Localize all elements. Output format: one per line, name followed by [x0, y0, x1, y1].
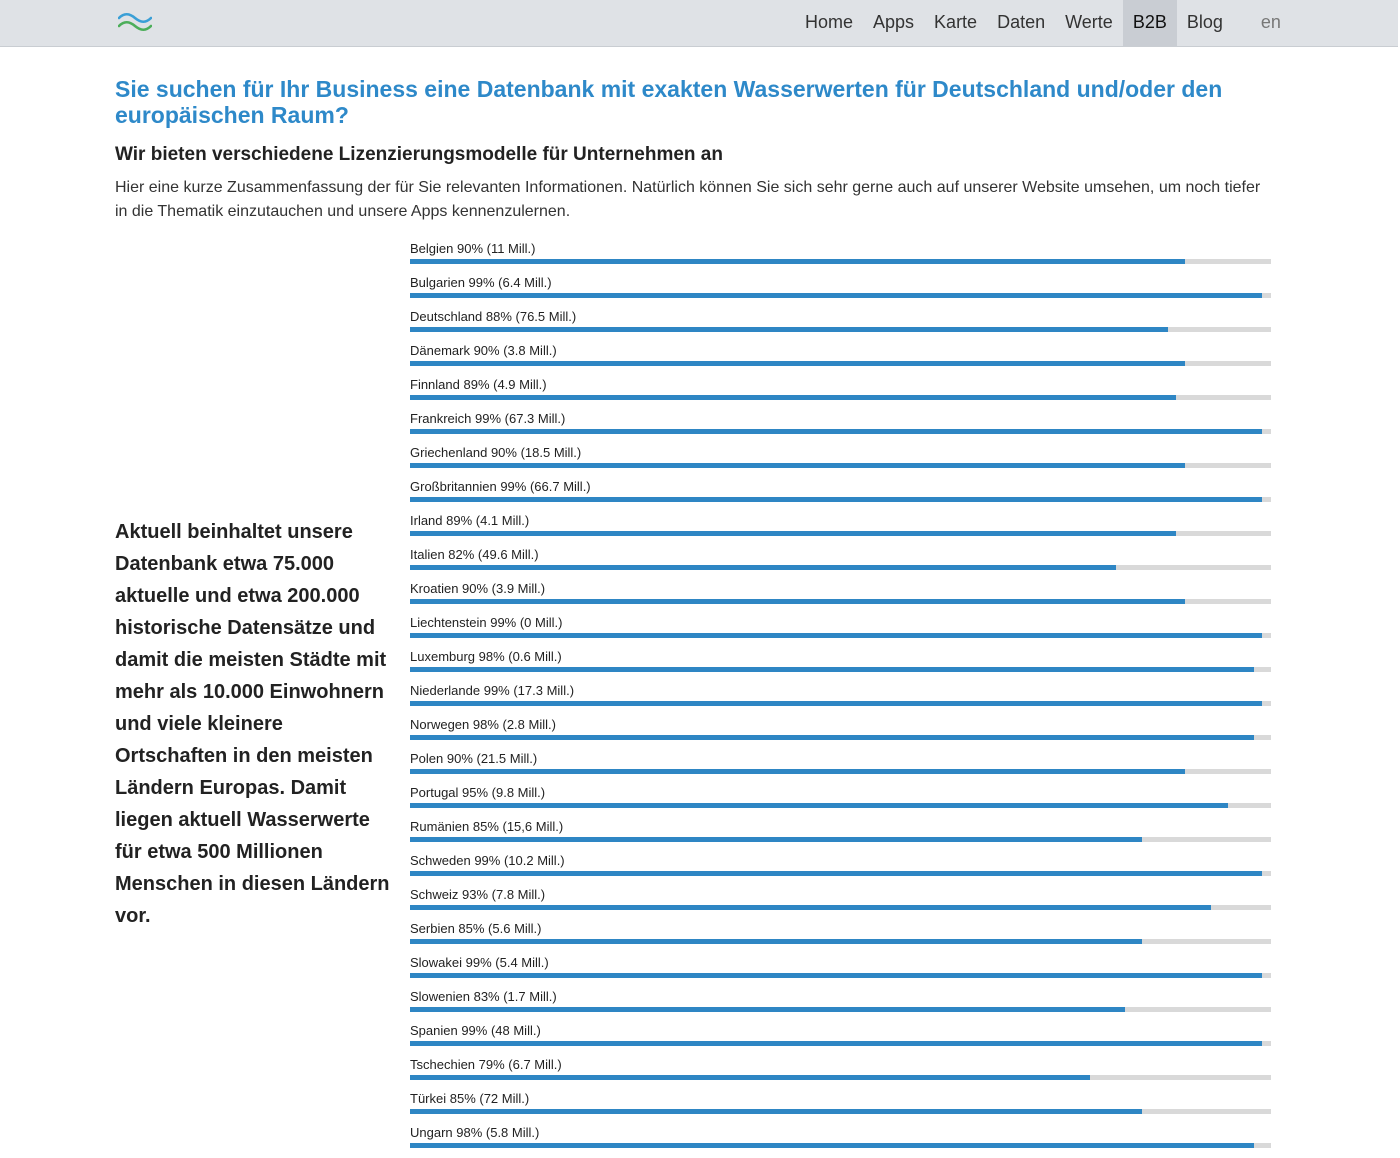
coverage-bar-track — [410, 1007, 1271, 1012]
coverage-bar-track — [410, 1143, 1271, 1148]
country-coverage-list — [410, 240, 1271, 1158]
coverage-bar-fill — [410, 701, 1262, 706]
coverage-bar-track — [410, 327, 1271, 332]
coverage-bar-fill — [410, 905, 1211, 910]
coverage-bar-fill — [410, 565, 1116, 570]
main-nav — [795, 0, 1291, 46]
coverage-bar-fill — [410, 769, 1185, 774]
coverage-bar-fill — [410, 497, 1262, 502]
country-coverage-label: Norwegen 98% (2.8 Mill.) — [410, 717, 556, 732]
country-coverage-row — [410, 478, 1271, 512]
country-coverage-label: Luxemburg 98% (0.6 Mill.) — [410, 649, 562, 664]
country-coverage-row — [410, 1090, 1271, 1124]
country-coverage-row — [410, 1124, 1271, 1158]
country-coverage-row — [410, 512, 1271, 546]
coverage-bar-fill — [410, 1075, 1090, 1080]
wave-logo-icon[interactable] — [118, 12, 152, 32]
coverage-bar-track — [410, 769, 1271, 774]
country-coverage-label: Serbien 85% (5.6 Mill.) — [410, 921, 542, 936]
coverage-bar-fill — [410, 803, 1228, 808]
coverage-bar-fill — [410, 395, 1176, 400]
country-coverage-label: Ungarn 98% (5.8 Mill.) — [410, 1125, 540, 1140]
country-coverage-label: Schweiz 93% (7.8 Mill.) — [410, 887, 546, 902]
navbar — [0, 0, 1398, 47]
nav-blog[interactable]: Blog — [1186, 12, 1223, 32]
coverage-bar-fill — [410, 837, 1142, 842]
nav-b2b[interactable]: B2B — [1123, 0, 1177, 46]
coverage-bar-fill — [410, 735, 1254, 740]
country-coverage-row — [410, 614, 1271, 648]
database-summary-text: Aktuell beinhaltet unsere Datenbank etwa 75.000 aktuelle und etwa 200.000 historische Datensätze und damit die meisten Städte mit mehr als 10.000 Einwohnern und viele kleinere Ortschaften in den meisten Ländern Europas. Damit liegen aktuell Wasserwerte für etwa 500 Millionen Menschen in diesen Ländern vor. — [115, 521, 390, 927]
country-coverage-row — [410, 240, 1271, 274]
country-coverage-label: Deutschland 88% (76.5 Mill.) — [410, 309, 577, 324]
coverage-bar-fill — [410, 973, 1262, 978]
nav-karte[interactable]: Karte — [934, 12, 978, 32]
coverage-bar-track — [410, 293, 1271, 298]
page-subheading: Wir bieten verschiedene Lizenzierungsmodelle für Unternehmen an — [115, 144, 723, 165]
coverage-bar-track — [410, 667, 1271, 672]
coverage-bar-track — [410, 565, 1271, 570]
coverage-bar-track — [410, 701, 1271, 706]
country-coverage-label: Schweden 99% (10.2 Mill.) — [410, 853, 565, 868]
country-coverage-label: Türkei 85% (72 Mill.) — [410, 1091, 530, 1106]
country-coverage-row — [410, 784, 1271, 818]
country-coverage-label: Portugal 95% (9.8 Mill.) — [410, 785, 546, 800]
coverage-bar-fill — [410, 1109, 1142, 1114]
country-coverage-row — [410, 274, 1271, 308]
coverage-bar-track — [410, 973, 1271, 978]
coverage-bar-fill — [410, 463, 1185, 468]
country-coverage-label: Rumänien 85% (15,6 Mill.) — [410, 819, 564, 834]
country-coverage-row — [410, 920, 1271, 954]
country-coverage-row — [410, 818, 1271, 852]
coverage-bar-track — [410, 531, 1271, 536]
nav-werte[interactable]: Werte — [1065, 12, 1113, 32]
country-coverage-label: Tschechien 79% (6.7 Mill.) — [410, 1057, 562, 1072]
coverage-bar-track — [410, 497, 1271, 502]
coverage-bar-fill — [410, 871, 1262, 876]
country-coverage-row — [410, 580, 1271, 614]
coverage-bar-track — [410, 429, 1271, 434]
coverage-bar-fill — [410, 293, 1262, 298]
country-coverage-row — [410, 1056, 1271, 1090]
country-coverage-label: Belgien 90% (11 Mill.) — [410, 241, 536, 256]
coverage-bar-track — [410, 633, 1271, 638]
country-coverage-row — [410, 1022, 1271, 1056]
coverage-bar-fill — [410, 531, 1176, 536]
country-coverage-label: Bulgarien 99% (6.4 Mill.) — [410, 275, 552, 290]
coverage-bar-track — [410, 803, 1271, 808]
country-coverage-label: Slowakei 99% (5.4 Mill.) — [410, 955, 549, 970]
coverage-bar-track — [410, 1109, 1271, 1114]
country-coverage-row — [410, 886, 1271, 920]
country-coverage-row — [410, 954, 1271, 988]
nav-daten[interactable]: Daten — [997, 12, 1046, 32]
coverage-bar-track — [410, 735, 1271, 740]
country-coverage-label: Slowenien 83% (1.7 Mill.) — [410, 989, 557, 1004]
country-coverage-label: Liechtenstein 99% (0 Mill.) — [410, 615, 563, 630]
coverage-bar-fill — [410, 633, 1262, 638]
country-coverage-label: Frankreich 99% (67.3 Mill.) — [410, 411, 566, 426]
country-coverage-row — [410, 444, 1271, 478]
coverage-bar-fill — [410, 429, 1262, 434]
country-coverage-row — [410, 410, 1271, 444]
coverage-bar-track — [410, 1041, 1271, 1046]
coverage-bar-fill — [410, 1007, 1125, 1012]
coverage-bar-track — [410, 871, 1271, 876]
country-coverage-label: Italien 82% (49.6 Mill.) — [410, 547, 539, 562]
country-coverage-row — [410, 376, 1271, 410]
country-coverage-row — [410, 308, 1271, 342]
coverage-bar-fill — [410, 259, 1185, 264]
coverage-bar-fill — [410, 327, 1168, 332]
country-coverage-label: Finnland 89% (4.9 Mill.) — [410, 377, 547, 392]
country-coverage-label: Irland 89% (4.1 Mill.) — [410, 513, 530, 528]
country-coverage-row — [410, 342, 1271, 376]
country-coverage-label: Kroatien 90% (3.9 Mill.) — [410, 581, 546, 596]
country-coverage-label: Spanien 99% (48 Mill.) — [410, 1023, 541, 1038]
coverage-bar-fill — [410, 667, 1254, 672]
coverage-bar-track — [410, 259, 1271, 264]
coverage-bar-track — [410, 395, 1271, 400]
coverage-bar-track — [410, 939, 1271, 944]
coverage-bar-track — [410, 1075, 1271, 1080]
coverage-bar-fill — [410, 939, 1142, 944]
coverage-bar-track — [410, 905, 1271, 910]
coverage-bar-fill — [410, 1041, 1262, 1046]
coverage-bar-track — [410, 599, 1271, 604]
country-coverage-label: Polen 90% (21.5 Mill.) — [410, 751, 538, 766]
coverage-bar-fill — [410, 361, 1185, 366]
coverage-bar-fill — [410, 599, 1185, 604]
nav-apps[interactable]: Apps — [873, 12, 915, 32]
intro-paragraph: Hier eine kurze Zusammenfassung der für Sie relevanten Informationen. Natürlich können Sie sich sehr gerne auch auf unserer Website umsehen, um noch tiefer in die Thematik einzutauchen und unsere Apps kennenzulernen. — [115, 179, 1261, 220]
country-coverage-row — [410, 750, 1271, 784]
page-headline: Sie suchen für Ihr Business eine Datenbank mit exakten Wasserwerten für Deutschland und/oder den europäischen Raum? — [115, 76, 1223, 128]
country-coverage-label: Griechenland 90% (18.5 Mill.) — [410, 445, 582, 460]
country-coverage-row — [410, 682, 1271, 716]
country-coverage-label: Dänemark 90% (3.8 Mill.) — [410, 343, 557, 358]
country-coverage-row — [410, 988, 1271, 1022]
nav-home[interactable]: Home — [805, 12, 854, 32]
country-coverage-row — [410, 546, 1271, 580]
coverage-bar-track — [410, 837, 1271, 842]
country-coverage-label: Großbritannien 99% (66.7 Mill.) — [410, 479, 591, 494]
coverage-bar-fill — [410, 1143, 1254, 1148]
coverage-bar-track — [410, 463, 1271, 468]
country-coverage-row — [410, 852, 1271, 886]
coverage-bar-track — [410, 361, 1271, 366]
country-coverage-row — [410, 716, 1271, 750]
language-switch[interactable]: en — [1260, 12, 1281, 32]
country-coverage-row — [410, 648, 1271, 682]
country-coverage-label: Niederlande 99% (17.3 Mill.) — [410, 683, 575, 698]
